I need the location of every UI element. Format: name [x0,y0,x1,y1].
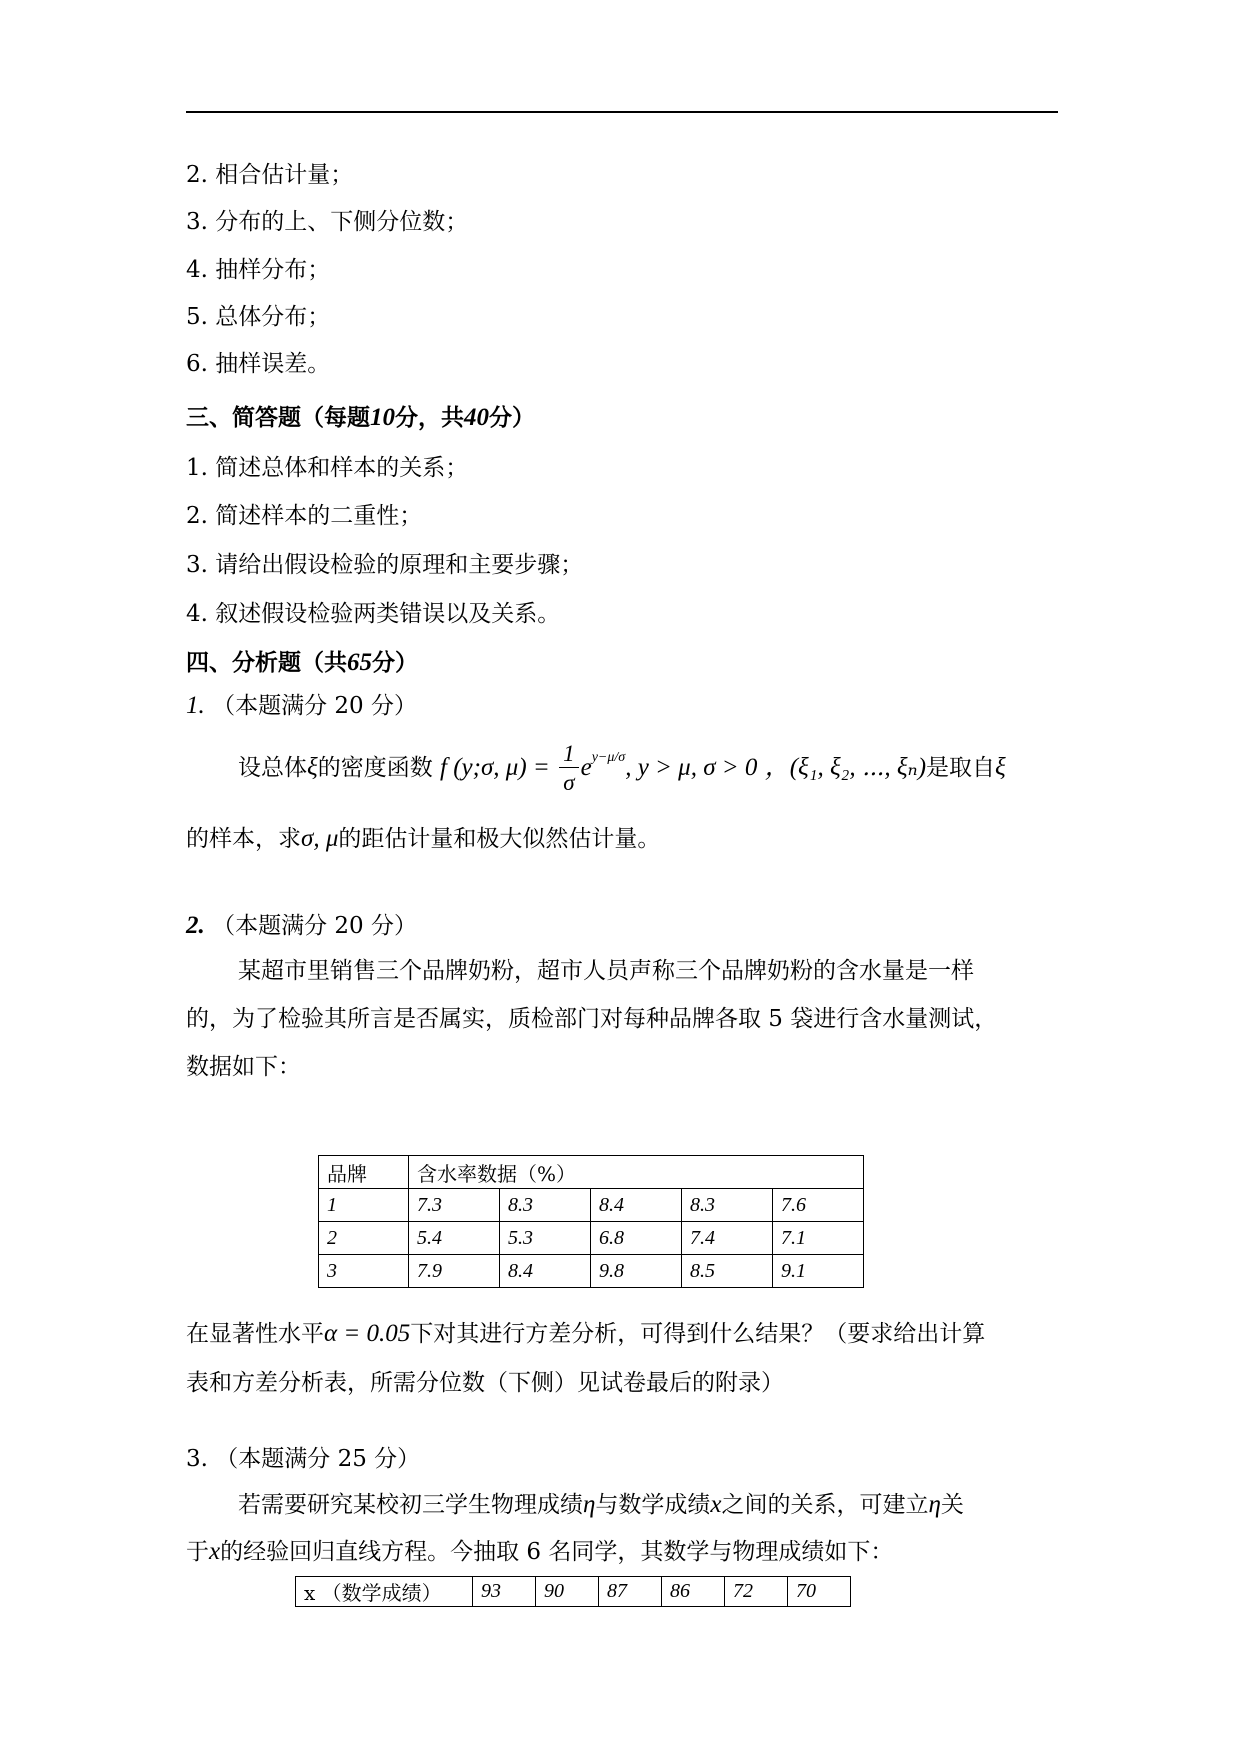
table-cell: 8.4 [591,1189,682,1222]
table-cell: 9.8 [591,1255,682,1288]
table-cell: 87 [599,1577,662,1607]
table-header-cell: x （数学成绩） [296,1577,473,1607]
section-heading-short-answer: 三、简答题（每题10分，共40分） [186,404,535,431]
question-2-text: 数据如下： [186,1054,301,1080]
question-2-text: 表和方差分析表，所需分位数（下侧）见试卷最后的附录） [186,1370,784,1396]
table-cell: 90 [536,1577,599,1607]
list-item: 5. 总体分布； [186,304,331,330]
table-header-cell: 含水率数据（%） [409,1156,864,1189]
list-item: 3. 分布的上、下侧分位数； [186,209,469,235]
table-row [319,1189,864,1222]
header-rule [186,111,1058,113]
list-item: 2. 相合估计量； [186,162,354,188]
table-cell: 1 [319,1189,409,1222]
question-item: 4. 叙述假设检验两类错误以及关系。 [186,601,561,627]
question-2-text: 的，为了检验其所言是否属实，质检部门对每种品牌各取 5 袋进行含水量测试， [186,1006,998,1032]
question-1-text: 的样本，求σ, μ的距估计量和极大似然估计量。 [186,825,661,852]
question-3-text: 于x的经验回归直线方程。今抽取 6 名同学，其数学与物理成绩如下： [186,1538,894,1565]
table-cell: 8.3 [500,1189,591,1222]
question-2-header: 2. （本题满分 20 分） [186,912,417,939]
list-item: 6. 抽样误差。 [186,351,331,377]
brand-moisture-table [318,1155,864,1288]
table-cell: 8.3 [682,1189,773,1222]
table-cell: 86 [662,1577,725,1607]
table-row [319,1255,864,1288]
table-header-row [319,1156,864,1189]
table-cell: 7.6 [773,1189,864,1222]
question-2-text: 某超市里销售三个品牌奶粉，超市人员声称三个品牌奶粉的含水量是一样 [238,958,974,984]
question-item: 2. 简述样本的二重性； [186,503,423,529]
table-cell: 6.8 [591,1222,682,1255]
fraction: $\frac{1}{\sigma}$ [559,741,579,798]
table-cell: 72 [725,1577,788,1607]
table-row [296,1577,851,1607]
table-cell: 7.3 [409,1189,500,1222]
table-cell: 3 [319,1255,409,1288]
question-1-formula-line: 设总体ξ的密度函数 f (y;σ, μ) = $\frac{1}{\sigma}$ $e^{y-\mu/\sigma}$, y > μ, σ > 0 ，(ξ₁, ξ₂, ⋯, ξₙ)是取自ξ [238,738,1006,802]
table-cell: 7.9 [409,1255,500,1288]
question-1-header: 1. （本题满分 20 分） [186,692,417,719]
question-3-header: 3. （本题满分 25 分） [186,1446,421,1472]
question-item: 1. 简述总体和样本的关系； [186,455,469,481]
math-score-table [295,1576,851,1607]
section-heading-analysis: 四、分析题（共65分） [186,649,418,676]
table-row [319,1222,864,1255]
table-cell: 7.4 [682,1222,773,1255]
list-item: 4. 抽样分布； [186,257,331,283]
table-cell: 7.1 [773,1222,864,1255]
question-item: 3. 请给出假设检验的原理和主要步骤； [186,552,584,578]
table-cell: 8.4 [500,1255,591,1288]
question-2-text: 在显著性水平α = 0.05下对其进行方差分析，可得到什么结果？（要求给出计算 [186,1320,986,1347]
table-cell: 70 [788,1577,851,1607]
question-3-text: 若需要研究某校初三学生物理成绩η与数学成绩x之间的关系，可建立η关 [238,1491,964,1518]
table-cell: 5.3 [500,1222,591,1255]
table-header-cell: 品牌 [319,1156,409,1189]
table-cell: 9.1 [773,1255,864,1288]
table-cell: 5.4 [409,1222,500,1255]
table-cell: 93 [473,1577,536,1607]
table-cell: 8.5 [682,1255,773,1288]
table-cell: 2 [319,1222,409,1255]
